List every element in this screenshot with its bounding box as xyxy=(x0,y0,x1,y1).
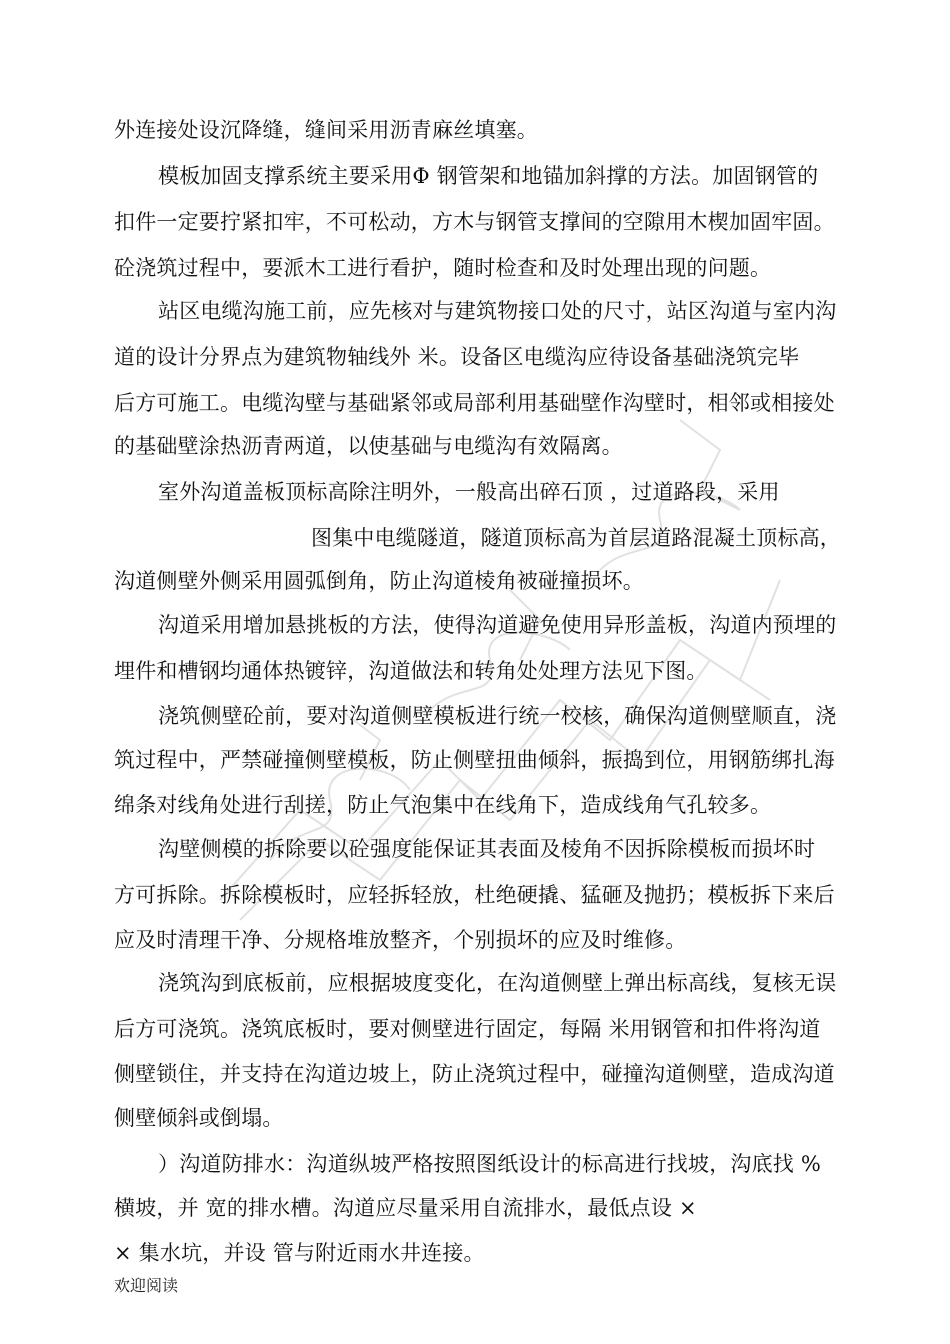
text-line-20: 浇筑沟到底板前，应根据坡度变化，在沟道侧壁上弹出标高线，复核无误 xyxy=(158,971,837,995)
text-line-3: 扣件一定要拧紧扣牢，不可松动，方木与钢管支撑间的空隙用木楔加固牢固。 xyxy=(114,210,835,234)
text-line-19: 应及时清理干净、分规格堆放整齐，个别损坏的应及时维修。 xyxy=(114,928,687,952)
text-line-23: 侧壁倾斜或倒塌。 xyxy=(114,1106,284,1130)
text-line-5: 站区电缆沟施工前，应先核对与建筑物接口处的尺寸，站区沟道与室内沟 xyxy=(158,299,837,323)
text-line-11: 沟道侧壁外侧采用圆弧倒角，防止沟道棱角被碰撞损坏。 xyxy=(114,569,644,593)
text-line-26: × 集水坑，并设 管与附近雨水井连接。 xyxy=(114,1241,485,1265)
page-footer: 欢迎阅读 xyxy=(114,1276,179,1295)
text-line-25: 横坡，并 宽的排水槽。沟道应尽量采用自流排水，最低点设 × xyxy=(114,1196,697,1220)
text-line-24: ）沟道防排水：沟道纵坡严格按照图纸设计的标高进行找坡，沟底找 % xyxy=(158,1152,822,1176)
text-line-13: 埋件和槽钢均通体热镀锌，沟道做法和转角处处理方法见下图。 xyxy=(114,659,708,683)
text-line-4: 砼浇筑过程中，要派木工进行看护，随时检查和及时处理出现的问题。 xyxy=(114,256,772,280)
text-line-14: 浇筑侧壁砼前，要对沟道侧壁模板进行统一校核，确保沟道侧壁顺直，浇 xyxy=(158,704,837,728)
text-line-8: 的基础壁涂热沥青两道，以使基础与电缆沟有效隔离。 xyxy=(114,434,623,458)
text-line-12: 沟道采用增加悬挑板的方法，使得沟道避免使用异形盖板，沟道内预埋的 xyxy=(158,613,837,637)
text-line-22: 侧壁锁住，并支持在沟道边坡上，防止浇筑过程中，碰撞沟道侧壁，造成沟道 xyxy=(114,1062,835,1086)
text-line-16: 绵条对线角处进行刮搓，防止气泡集中在线角下，造成线角气孔较多。 xyxy=(114,793,772,817)
text-line-2: 模板加固支撑系统主要采用Φ 钢管架和地锚加斜撑的方法。加固钢管的 xyxy=(158,164,819,188)
text-line-10: 图集中电缆隧道，隧道顶标高为首层道路混凝土顶标高， xyxy=(311,526,841,550)
text-line-9: 室外沟道盖板顶标高除注明外，一般高出碎石顶 ，过道路段，采用 xyxy=(158,480,780,504)
text-line-21: 后方可浇筑。浇筑底板时，要对侧壁进行固定，每隔 米用钢管和扣件将沟道 xyxy=(114,1017,821,1041)
text-line-6: 道的设计分界点为建筑物轴线外 米。设备区电缆沟应待设备基础浇筑完毕 xyxy=(114,345,800,369)
text-line-17: 沟壁侧模的拆除要以砼强度能保证其表面及棱角不因拆除模板而损坏时 xyxy=(158,837,816,861)
text-line-7: 后方可施工。电缆沟壁与基础紧邻或局部利用基础壁作沟壁时，相邻或相接处 xyxy=(114,391,835,415)
text-line-18: 方可拆除。拆除模板时，应轻拆轻放，杜绝硬撬、猛砸及抛扔；模板拆下来后 xyxy=(114,883,835,907)
text-line-1: 外连接处设沉降缝，缝间采用沥青麻丝填塞。 xyxy=(114,118,538,142)
text-line-15: 筑过程中，严禁碰撞侧壁模板，防止侧壁扭曲倾斜，振捣到位，用钢筋绑扎海 xyxy=(114,748,835,772)
